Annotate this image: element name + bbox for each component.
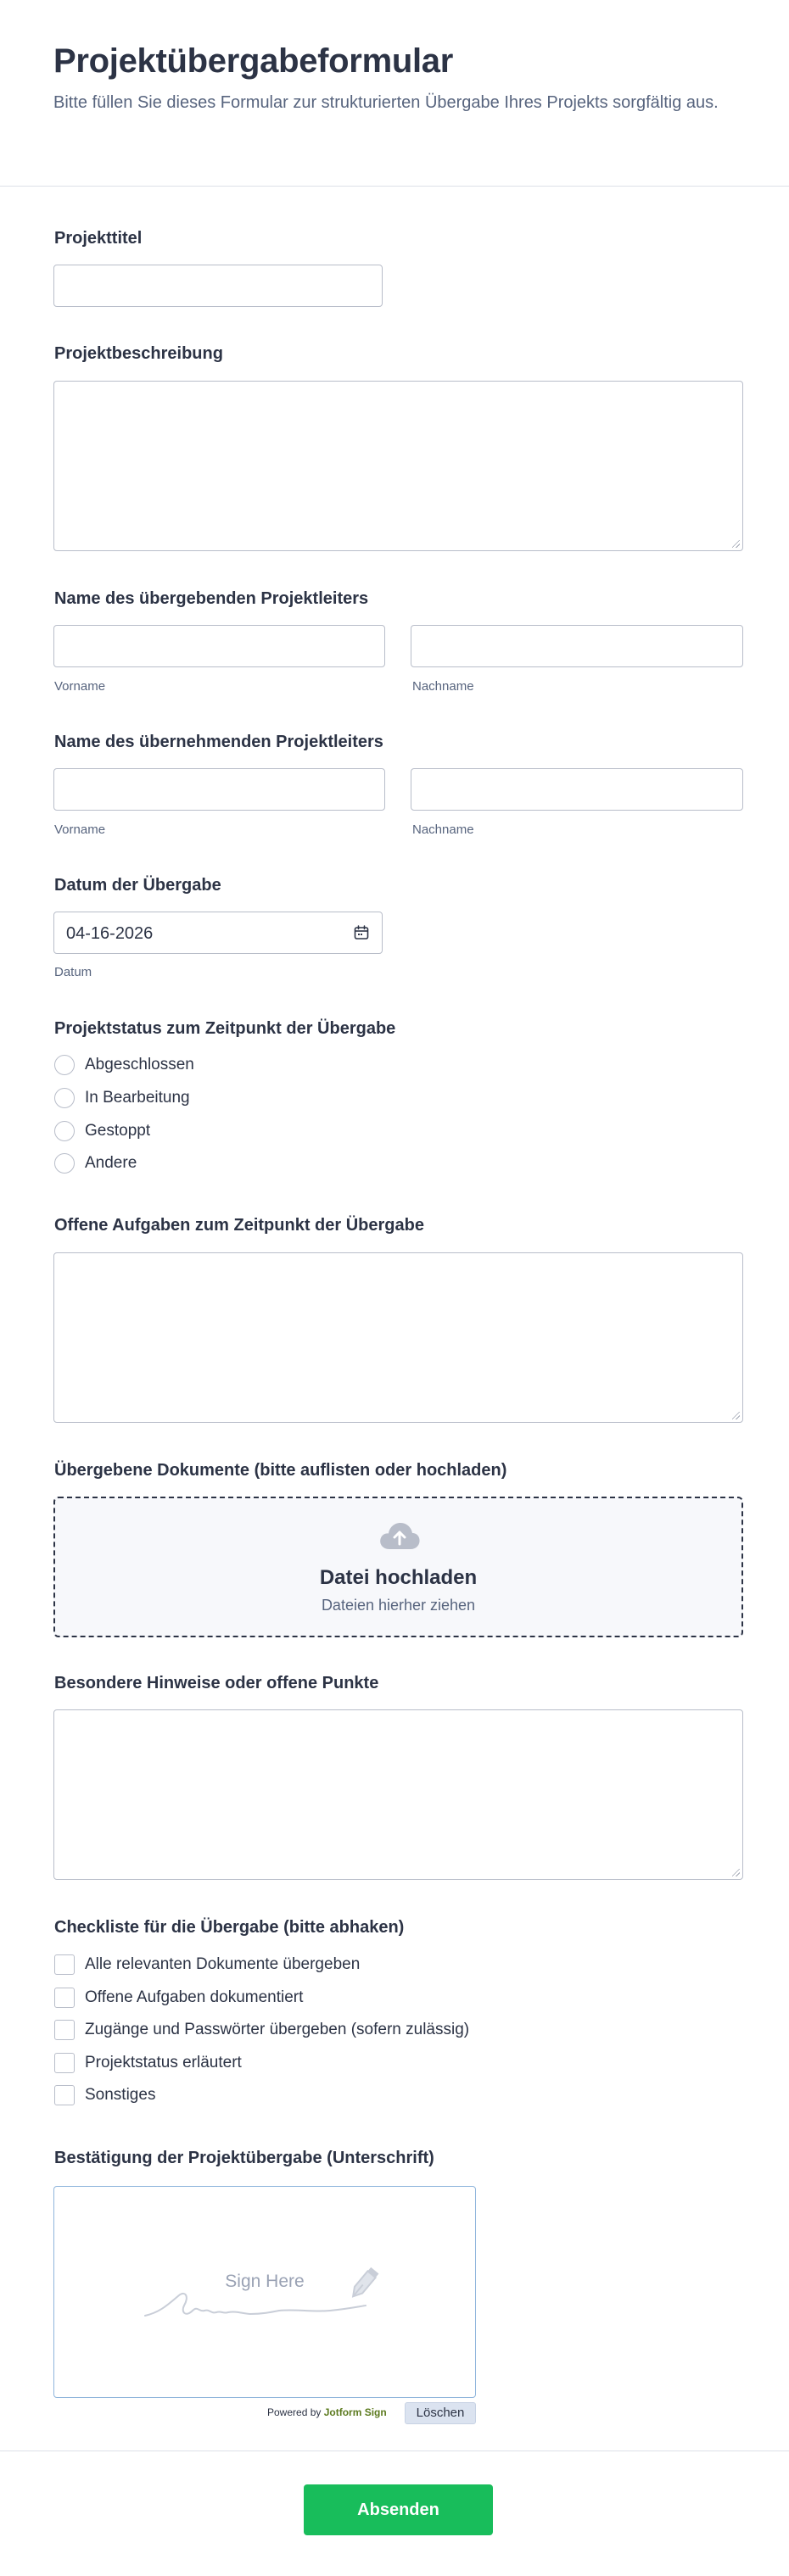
- checkbox-label: Sonstiges: [85, 2086, 156, 2104]
- date-value: 04-16-2026: [66, 924, 154, 943]
- radio-label: Andere: [85, 1154, 137, 1172]
- checkbox[interactable]: [54, 2085, 75, 2105]
- checkbox[interactable]: [54, 2020, 75, 2040]
- calendar-icon[interactable]: [353, 924, 370, 941]
- resize-grip-icon[interactable]: [732, 1412, 740, 1419]
- notes-textarea[interactable]: [53, 1709, 743, 1880]
- project-title-label: Projekttitel: [54, 229, 143, 248]
- status-option-andere[interactable]: [54, 1152, 137, 1174]
- taking-over-first-name-sublabel: Vorname: [54, 822, 106, 837]
- submit-button[interactable]: Absenden: [304, 2484, 493, 2535]
- handing-over-manager-label: Name des übergebenden Projektleiters: [54, 589, 369, 608]
- taking-over-last-name-input[interactable]: [411, 768, 743, 811]
- radio-label: Abgeschlossen: [85, 1056, 194, 1073]
- form-header: [0, 0, 789, 187]
- radio-button[interactable]: [54, 1088, 75, 1108]
- form-subtitle: Bitte füllen Sie dieses Formular zur strukturierten Übergabe Ihres Projekts sorgfältig aus.: [53, 93, 719, 112]
- file-upload-dropzone[interactable]: [53, 1497, 743, 1637]
- radio-button[interactable]: [54, 1121, 75, 1141]
- cloud-upload-icon: [378, 1520, 422, 1553]
- taking-over-first-name-input[interactable]: [53, 768, 385, 811]
- checklist-label: Checkliste für die Übergabe (bitte abhaken): [54, 1918, 405, 1937]
- checklist-item-status[interactable]: [54, 2052, 242, 2074]
- radio-label: In Bearbeitung: [85, 1089, 190, 1107]
- checklist-item-open-tasks[interactable]: [54, 1987, 303, 2009]
- checklist-item-access[interactable]: [54, 2019, 469, 2041]
- open-tasks-label: Offene Aufgaben zum Zeitpunkt der Übergabe: [54, 1216, 424, 1235]
- project-description-textarea[interactable]: [53, 381, 743, 551]
- handover-date-sublabel: Datum: [54, 965, 92, 979]
- checkbox[interactable]: [54, 2053, 75, 2073]
- taking-over-last-name-sublabel: Nachname: [412, 822, 474, 837]
- radio-button[interactable]: [54, 1153, 75, 1174]
- status-option-gestoppt[interactable]: [54, 1120, 150, 1142]
- checkbox-label: Alle relevanten Dokumente übergeben: [85, 1955, 361, 1973]
- handing-over-last-name-sublabel: Nachname: [412, 679, 474, 694]
- notes-label: Besondere Hinweise oder offene Punkte: [54, 1674, 379, 1692]
- handover-date-input[interactable]: [53, 912, 383, 954]
- handover-date-label: Datum der Übergabe: [54, 876, 221, 895]
- radio-button[interactable]: [54, 1055, 75, 1075]
- checklist-item-other[interactable]: [54, 2084, 155, 2106]
- powered-by: [267, 2406, 387, 2418]
- handing-over-first-name-input[interactable]: [53, 625, 385, 667]
- status-option-in-bearbeitung[interactable]: [54, 1087, 190, 1109]
- radio-label: Gestoppt: [85, 1122, 151, 1140]
- open-tasks-textarea[interactable]: [53, 1252, 743, 1423]
- clear-signature-button[interactable]: Löschen: [405, 2402, 476, 2424]
- checkbox-label: Offene Aufgaben dokumentiert: [85, 1988, 304, 2006]
- checkbox[interactable]: [54, 1988, 75, 2008]
- signature-placeholder: Sign Here: [225, 2272, 305, 2291]
- signature-label: Bestätigung der Projektübergabe (Unterschrift): [54, 2149, 434, 2167]
- upload-subtitle: Dateien hierher ziehen: [321, 1597, 476, 1614]
- checkbox[interactable]: [54, 1954, 75, 1975]
- checklist-item-documents[interactable]: [54, 1954, 360, 1976]
- project-status-label: Projektstatus zum Zeitpunkt der Übergabe: [54, 1019, 396, 1038]
- handing-over-last-name-input[interactable]: [411, 625, 743, 667]
- signature-pad[interactable]: [53, 2186, 476, 2398]
- taking-over-manager-label: Name des übernehmenden Projektleiters: [54, 733, 383, 751]
- checkbox-label: Projektstatus erläutert: [85, 2054, 242, 2071]
- jotform-sign-brand[interactable]: Jotform Sign: [323, 2406, 387, 2418]
- form-title: Projektübergabeformular: [53, 42, 453, 80]
- upload-title: Datei hochladen: [319, 1566, 478, 1589]
- project-description-label: Projektbeschreibung: [54, 344, 223, 363]
- project-title-input[interactable]: [53, 265, 383, 307]
- status-option-abgeschlossen[interactable]: [54, 1054, 194, 1076]
- documents-label: Übergebene Dokumente (bitte auflisten oder hochladen): [54, 1461, 507, 1480]
- handing-over-first-name-sublabel: Vorname: [54, 679, 106, 694]
- resize-grip-icon[interactable]: [732, 1869, 740, 1876]
- powered-by-prefix: Powered by: [267, 2406, 322, 2418]
- resize-grip-icon[interactable]: [732, 540, 740, 548]
- checkbox-label: Zugänge und Passwörter übergeben (sofern zulässig): [85, 2021, 470, 2038]
